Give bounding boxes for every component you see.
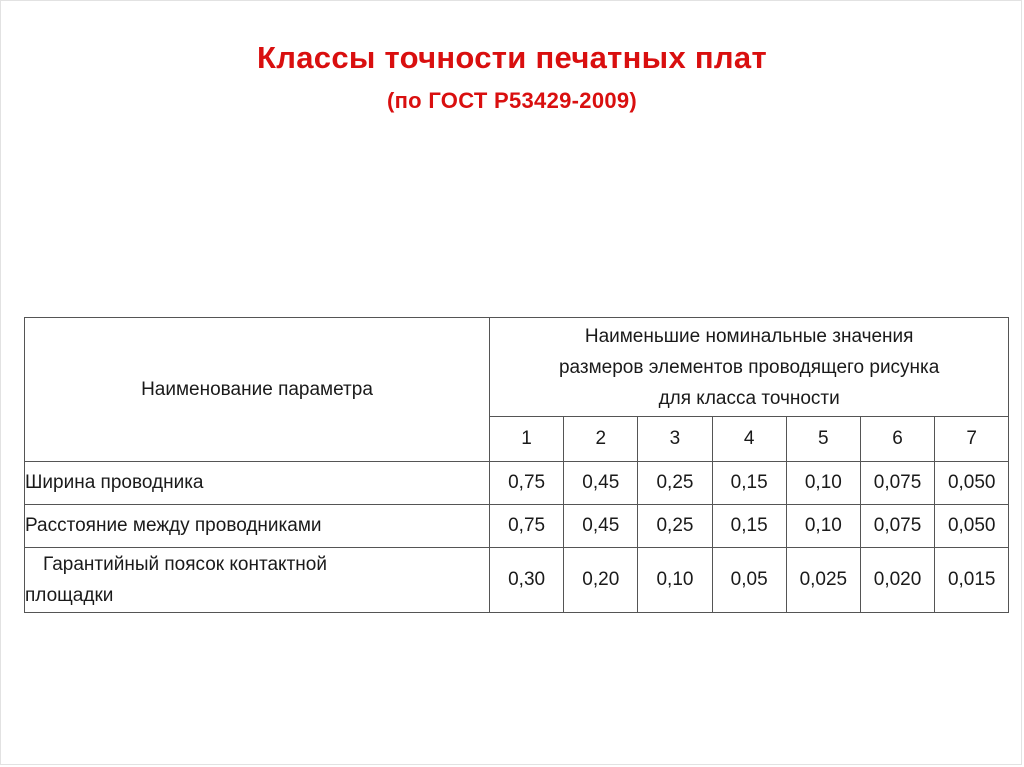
table-cell-value: 0,10 — [786, 462, 860, 505]
table-cell-value: 0,05 — [712, 548, 786, 613]
row-param-name — [25, 548, 490, 613]
table-cell-value: 0,75 — [490, 505, 564, 548]
table-cell-value: 0,25 — [638, 505, 712, 548]
table-cell-value: 0,45 — [564, 462, 638, 505]
class-number-header: 2 — [564, 417, 638, 462]
table-cell-value: 0,15 — [712, 462, 786, 505]
row-param-name-line: Гарантийный поясок контактной — [43, 554, 327, 575]
table-cell-value: 0,15 — [712, 505, 786, 548]
class-number-header: 5 — [786, 417, 860, 462]
slide-subtitle: (по ГОСТ Р53429-2009) — [386, 88, 638, 113]
table-row — [25, 548, 1009, 613]
table-cell-value: 0,75 — [490, 462, 564, 505]
table-row — [25, 462, 1009, 505]
table-cell-value: 0,050 — [935, 462, 1009, 505]
row-param-name: Расстояние между проводниками — [25, 505, 490, 548]
table-cell-value: 0,020 — [860, 548, 934, 613]
table-cell-value: 0,25 — [638, 462, 712, 505]
table-row — [25, 505, 1009, 548]
row-param-name: Ширина проводника — [25, 462, 490, 505]
table-cell-value: 0,075 — [860, 505, 934, 548]
table-cell-value: 0,10 — [638, 548, 712, 613]
table-cell-value: 0,30 — [490, 548, 564, 613]
table-cell-value: 0,050 — [935, 505, 1009, 548]
table-cell-value: 0,015 — [935, 548, 1009, 613]
accuracy-classes-table — [24, 317, 1009, 613]
class-group-header — [490, 318, 1009, 417]
slide-title: Классы точности печатных плат — [257, 40, 767, 75]
group-header-line: Наименьшие номинальные значения — [584, 325, 914, 347]
class-number-header: 6 — [860, 417, 934, 462]
table-header-row — [25, 318, 1009, 417]
class-number-header: 4 — [712, 417, 786, 462]
class-number-header: 7 — [935, 417, 1009, 462]
table-cell-value: 0,20 — [564, 548, 638, 613]
row-param-name-line: площадки — [25, 585, 114, 606]
table-cell-value: 0,025 — [786, 548, 860, 613]
table-cell-value: 0,075 — [860, 462, 934, 505]
class-number-header: 1 — [490, 417, 564, 462]
param-column-header: Наименование параметра — [25, 318, 490, 462]
table-cell-value: 0,45 — [564, 505, 638, 548]
group-header-line: для класса точности — [658, 387, 840, 409]
table-cell-value: 0,10 — [786, 505, 860, 548]
group-header-line: размеров элементов проводящего рисунка — [558, 356, 940, 378]
class-number-header: 3 — [638, 417, 712, 462]
